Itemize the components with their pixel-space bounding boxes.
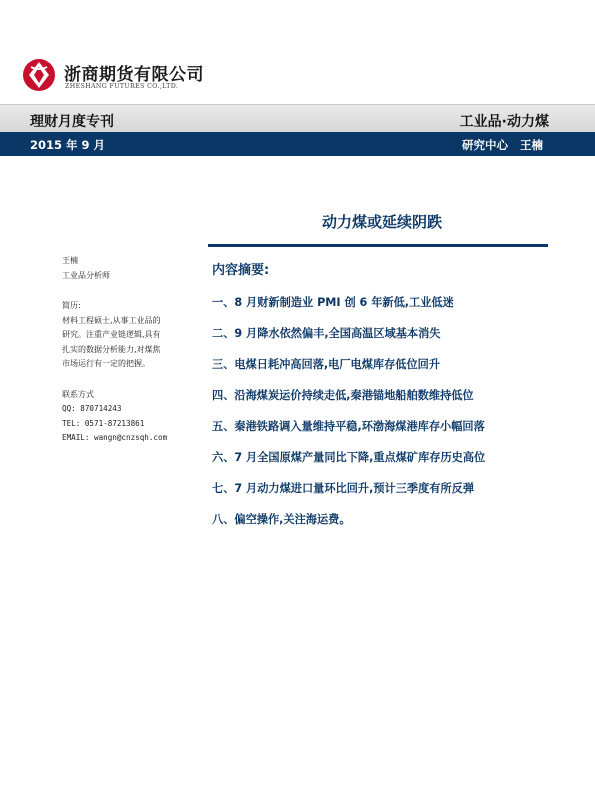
bio-line: 研究。注重产业链逻辑,具有 [62, 330, 161, 339]
contact-qq: QQ: 870714243 [62, 404, 122, 413]
summary-list [212, 294, 485, 542]
department: 研究中心 [461, 138, 508, 152]
summary-heading: 内容摘要: [212, 263, 270, 278]
subheader-band [0, 132, 595, 156]
report-byline [462, 137, 543, 153]
summary-item: 二、9 月降水依然偏丰,全国高温区域基本消失 [212, 327, 441, 340]
summary-item: 六、7 月全国原煤产量同比下降,重点煤矿库存历史高位 [212, 451, 486, 464]
bio-line: 市场运行有一定的把握。 [62, 359, 150, 368]
analyst-role: 工业品分析师 [62, 270, 110, 280]
summary-item: 三、电煤日耗冲高回落,电厂电煤库存低位回升 [212, 358, 441, 371]
bio-line: 扎实的数据分析能力,对煤焦 [62, 344, 161, 354]
summary-item: 一、8 月财新制造业 PMI 创 6 年新低,工业低迷 [212, 296, 454, 309]
bio-line: 材料工程硕士,从事工业品的 [62, 315, 161, 325]
contact-label: 联系方式 [62, 389, 94, 399]
author: 王楠 [520, 138, 543, 152]
bio-label: 简历: [62, 301, 81, 310]
report-date: 2015 年 9 月 [30, 138, 106, 152]
company-name-cn: 浙商期货有限公司 [64, 65, 204, 85]
contact-tel: TEL: 0571-87213861 [62, 418, 145, 428]
report-category: 工业品·动力煤 [459, 114, 549, 130]
title-divider [208, 244, 548, 247]
analyst-name: 王楠 [62, 256, 78, 265]
company-name-en: ZHESHANG FUTURES CO.,LTD. [65, 83, 179, 90]
company-logo [22, 58, 204, 98]
publication-series: 理财月度专刊 [30, 114, 114, 130]
contact-email[interactable]: EMAIL: wangn@cnzsqh.com [62, 433, 168, 442]
summary-item: 五、秦港铁路调入量维持平稳,环渤海煤港库存小幅回落 [212, 420, 485, 433]
header-band [0, 104, 595, 133]
summary-item: 八、偏空操作,关注海运费。 [212, 513, 351, 526]
summary-item: 七、7 月动力煤进口量环比回升,预计三季度有所反弹 [212, 482, 475, 495]
zheshang-logo-icon [22, 58, 56, 92]
report-title: 动力煤或延续阴跌 [322, 213, 443, 231]
summary-item: 四、沿海煤炭运价持续走低,秦港锚地船舶数维持低位 [212, 389, 474, 402]
analyst-sidebar [62, 254, 192, 446]
